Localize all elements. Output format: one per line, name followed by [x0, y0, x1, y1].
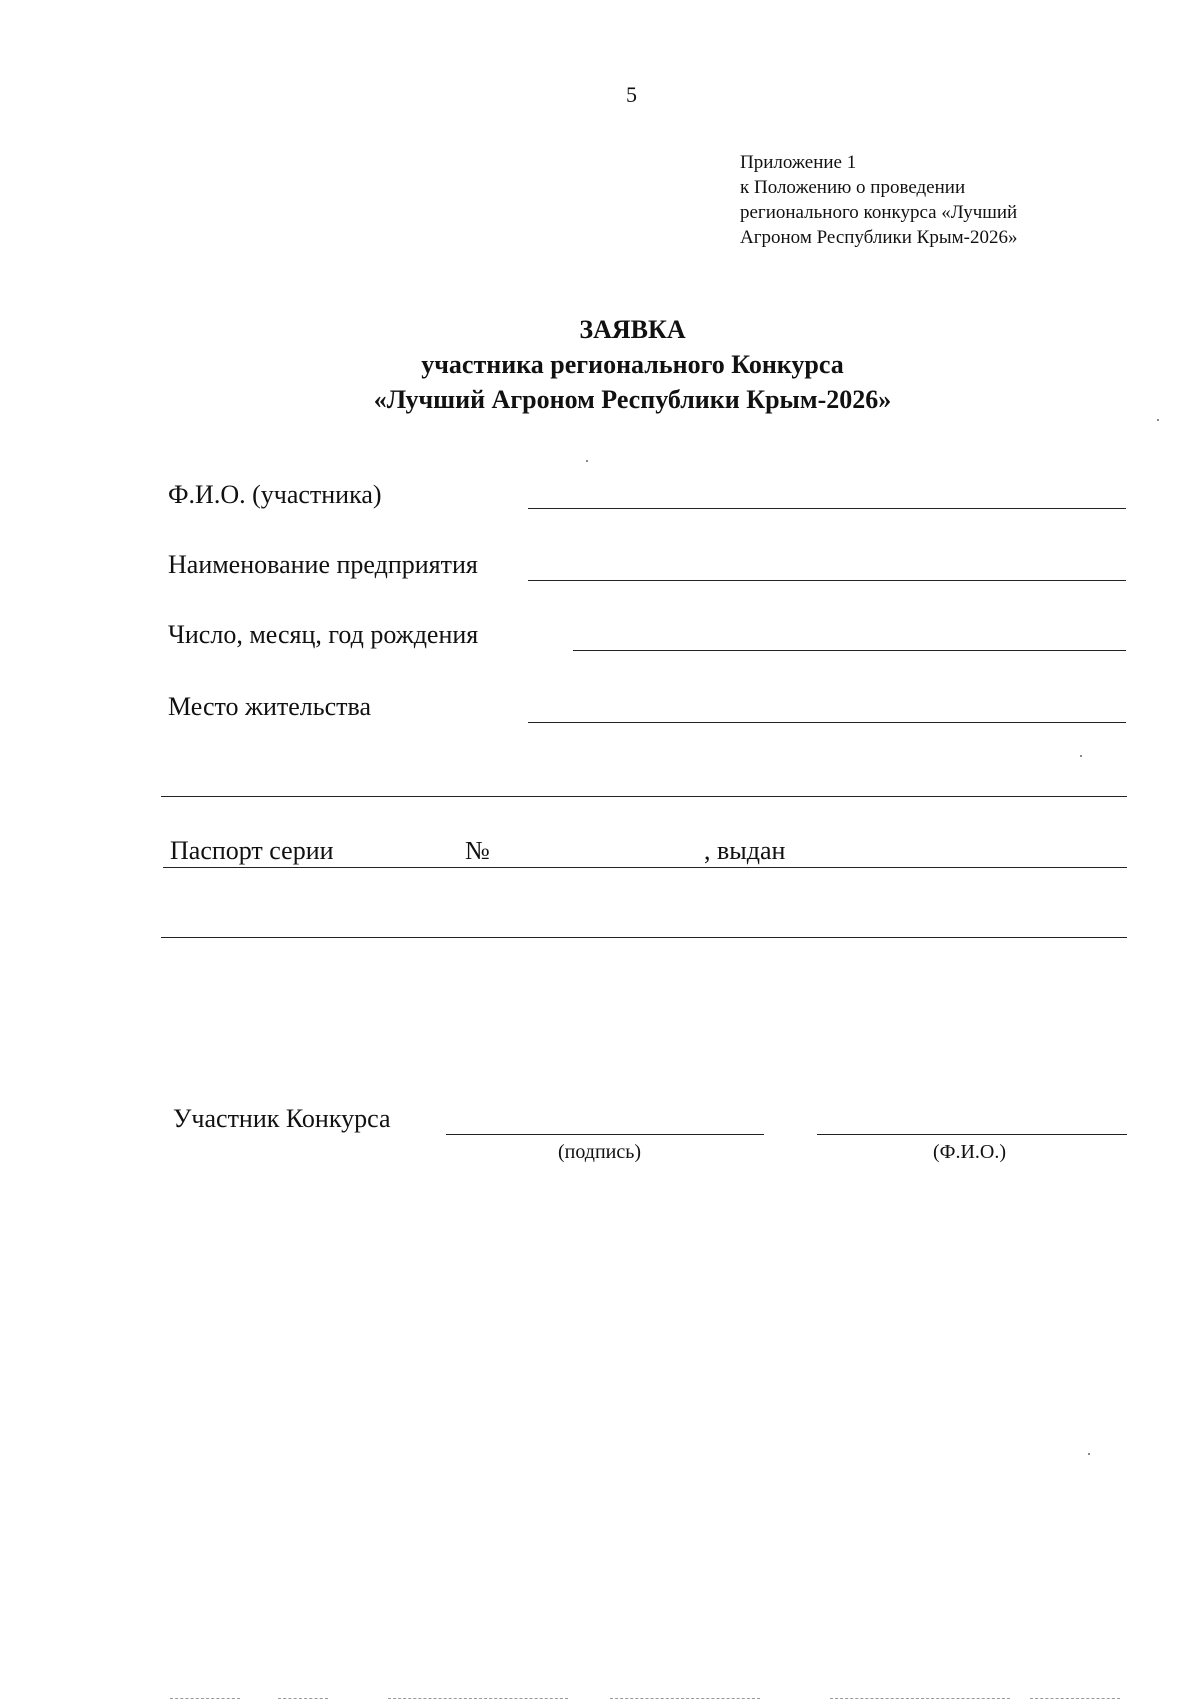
residence-label: Место жительства	[168, 692, 372, 721]
appendix-line-4: Агроном Республики Крым-2026»	[740, 227, 1018, 248]
name-caption: (Ф.И.О.)	[933, 1141, 1007, 1163]
scan-edge-mark	[1030, 1698, 1120, 1699]
participant-label: Участник Конкурса	[173, 1104, 391, 1133]
name-line[interactable]	[817, 1134, 1127, 1135]
signature-caption: (подпись)	[558, 1141, 642, 1163]
page-number: 5	[626, 82, 637, 107]
scan-speck	[1080, 755, 1082, 757]
fio-underline	[528, 508, 1126, 509]
scan-speck	[1157, 419, 1159, 421]
title-line-1: ЗАЯВКА	[579, 315, 686, 344]
birth-date-label: Число, месяц, год рождения	[168, 620, 479, 649]
fio-label: Ф.И.О. (участника)	[168, 480, 382, 509]
residence-underline	[528, 722, 1126, 723]
passport-series-label: Паспорт серии	[170, 836, 334, 865]
passport-issued-label: , выдан	[704, 836, 786, 865]
birth-date-underline	[573, 650, 1126, 651]
document-title	[0, 312, 1200, 417]
appendix-note	[740, 150, 1017, 250]
appendix-line-1: Приложение 1	[740, 152, 857, 173]
signature-line[interactable]	[446, 1134, 764, 1135]
passport-number-label: №	[465, 836, 490, 865]
appendix-line-3: регионального конкурса «Лучший	[740, 202, 1018, 223]
passport-underline	[163, 867, 1127, 868]
company-label: Наименование предприятия	[168, 550, 478, 579]
company-underline	[528, 580, 1126, 581]
title-line-2: участника регионального Конкурса	[421, 350, 844, 379]
scan-edge-mark	[170, 1698, 240, 1699]
scan-edge-mark	[610, 1698, 760, 1699]
appendix-line-2: к Положению о проведении	[740, 177, 966, 198]
scan-speck	[1088, 1453, 1090, 1455]
passport-issued-underline	[161, 937, 1127, 938]
scan-speck	[586, 460, 588, 462]
scan-edge-mark	[388, 1698, 568, 1699]
scan-edge-mark	[830, 1698, 1010, 1699]
scan-edge-mark	[278, 1698, 328, 1699]
title-line-3: «Лучший Агроном Республики Крым-2026»	[373, 385, 892, 414]
residence-underline-2	[161, 796, 1127, 797]
